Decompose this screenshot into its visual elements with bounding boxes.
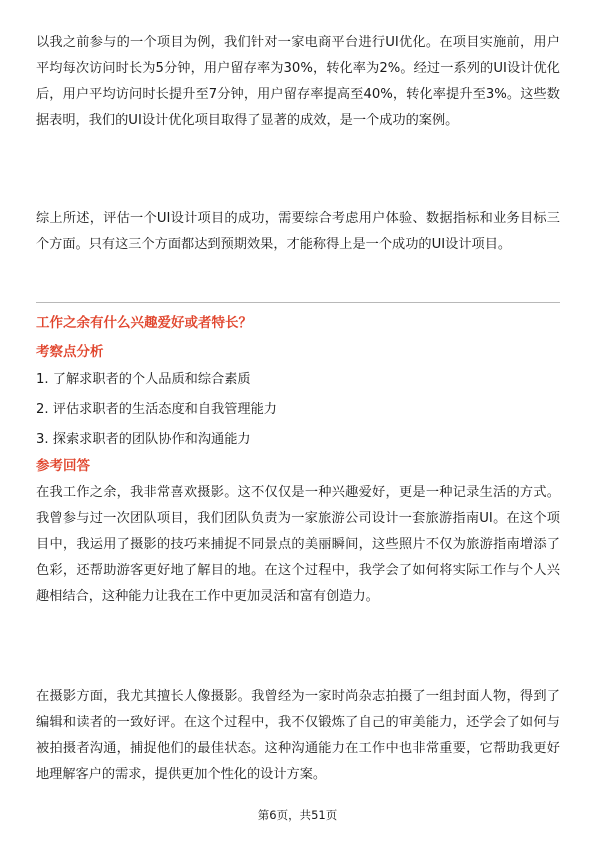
question-title: 工作之余有什么兴趣爱好或者特长？ xyxy=(36,315,252,331)
answer-heading: 参考回答 xyxy=(36,458,90,474)
analysis-point-1: 1. 了解求职者的个人品质和综合素质 xyxy=(36,372,251,387)
analysis-point-2: 2. 评估求职者的生活态度和自我管理能力 xyxy=(36,402,277,417)
analysis-heading: 考察点分析 xyxy=(36,344,104,360)
analysis-points-list xyxy=(36,365,277,455)
section-divider xyxy=(36,302,560,303)
page-number: 第6页，共51页 xyxy=(257,808,338,822)
body-paragraph-2: 综上所述，评估一个UI设计项目的成功，需要综合考虑用户体验、数据指标和业务目标三个方面。只有这三个方面都达到预期效果，才能称得上是一个成功的UI设计项目。 xyxy=(36,211,560,252)
answer-paragraph-2: 在摄影方面，我尤其擅长人像摄影。我曾经为一家时尚杂志拍摄了一组封面人物，得到了编辑和读者的一致好评。在这个过程中，我不仅锻炼了自己的审美能力，还学会了如何与被拍摄者沟通，捕捉他们的最佳状态。这种沟通能力在工作中也非常重要，它帮助我更好地理解客户的需求，提供更加个性化的设计方案。 xyxy=(36,689,560,782)
analysis-point-3: 3. 探索求职者的团队协作和沟通能力 xyxy=(36,432,251,447)
body-paragraph-1: 以我之前参与的一个项目为例，我们针对一家电商平台进行UI优化。在项目实施前，用户平均每次访问时长为5分钟，用户留存率为30%，转化率为2%。经过一系列的UI设计优化后，用户平均访问时长提升至7分钟，用户留存率提高至40%，转化率提升至3%。这些数据表明，我们的UI设计优化项目取得了显著的成效，是一个成功的案例。 xyxy=(36,35,560,128)
answer-paragraph-1: 在我工作之余，我非常喜欢摄影。这不仅仅是一种兴趣爱好，更是一种记录生活的方式。我曾参与过一次团队项目，我们团队负责为一家旅游公司设计一套旅游指南UI。在这个项目中，我运用了摄影的技巧来捕捉不同景点的美丽瞬间，这些照片不仅为旅游指南增添了色彩，还帮助游客更好地了解目的地。在这个过程中，我学会了如何将实际工作与个人兴趣相结合，这种能力让我在工作中更加灵活和富有创造力。 xyxy=(36,485,560,604)
